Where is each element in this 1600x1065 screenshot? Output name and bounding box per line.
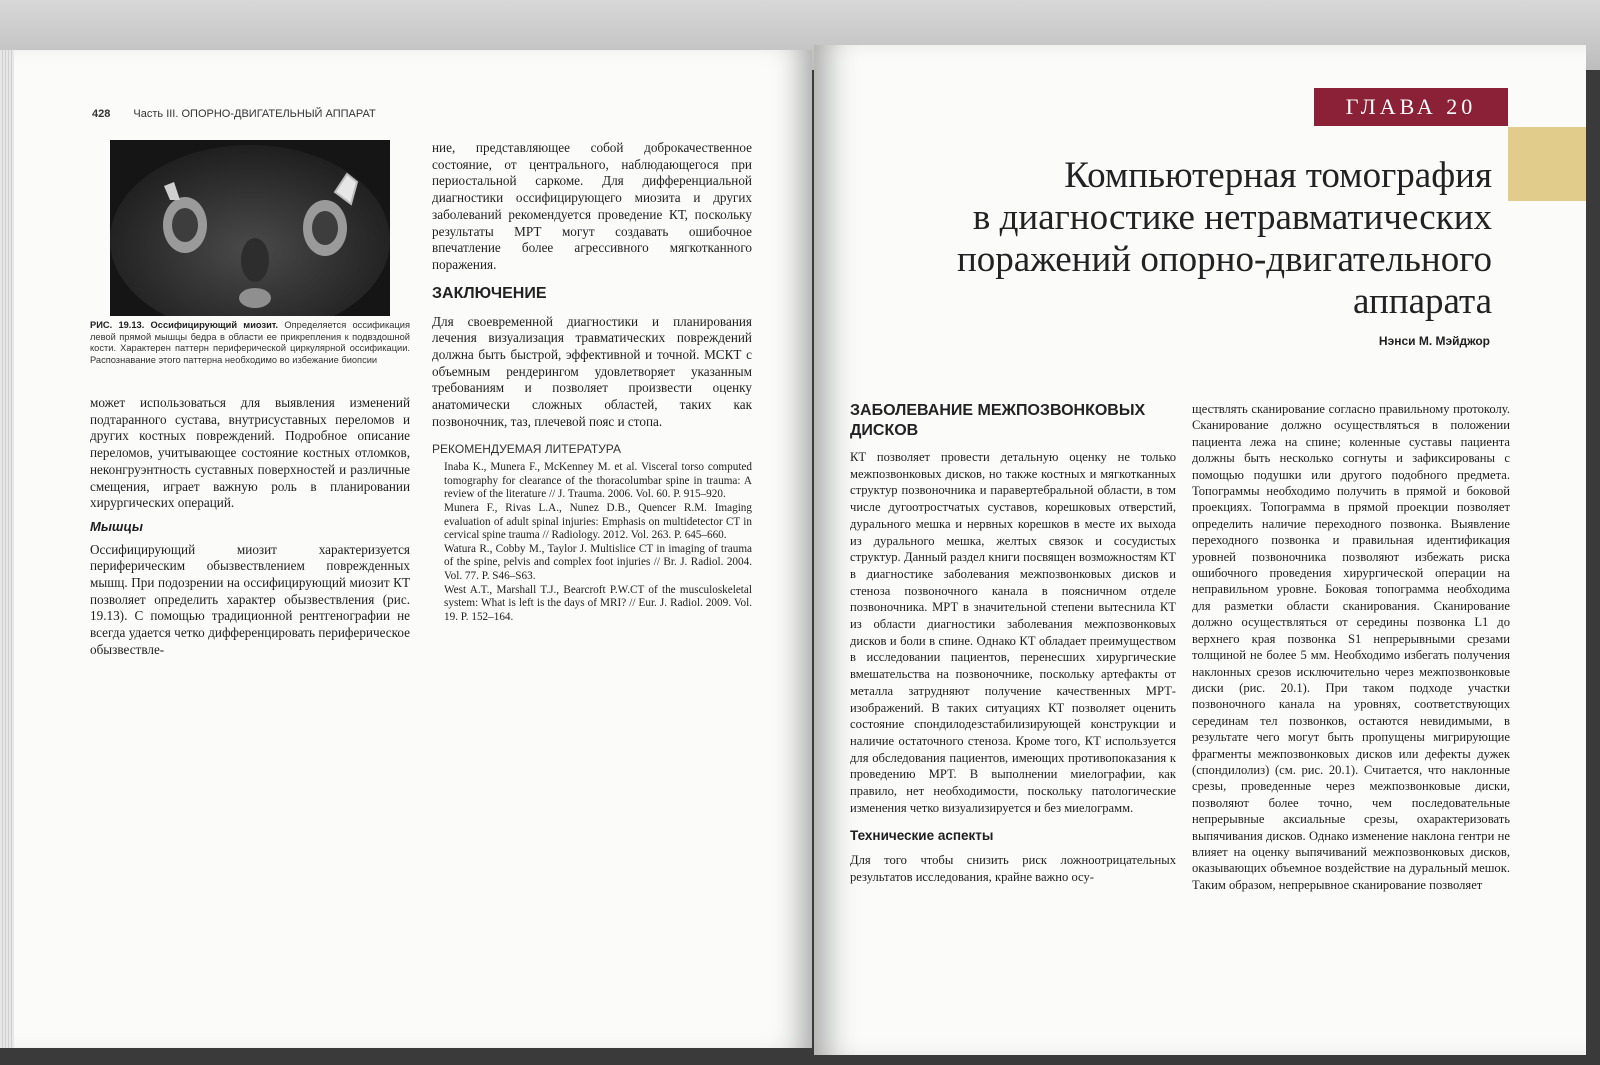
references-heading: РЕКОМЕНДУЕМАЯ ЛИТЕРАТУРА: [432, 441, 622, 456]
paragraph: КТ позволяет провести детальную оценку не только межпозвонковых дисков, но также костных и мягкотканных структур позвоночника и паравертебральной области, в том числе дугоотростчатых суставов, корешковых отверстий, дурального мешка и нервных корешков в месте их выхода из дурального мешка, желтых связок и сосудистых структур. Данный раздел книги посвящен возможностям КТ в диагностике заболевания межпозвонковых дисков и стеноза позвоночного канала в поясничном отделе позвоночника. МРТ в значительной степени вытеснила КТ из области диагностики заболевания межпозвонковых дисков и боли в спине. Однако КТ обладает преимуществом в исследовании пациентов, перенесших хирургические вмешательства на позвоночнике, поскольку артефакты от металла затрудняют получение качественных МРТ-изображений. В таких ситуациях КТ позволяет оценить состояние спондилодезстабилизирующей конструкции и наличие остаточного стеноза. Кроме того, КТ используется для обследования пациентов, имеющих противопоказания к проведению МРТ. В выполнении миелографии, как правило, нет необходимости, поскольку патологические изменения четко визуализируется и без миелограмм.: [850, 450, 1176, 815]
reference-item: Watura R., Cobby M., Taylor J. Multislice CT in imaging of trauma of the spine, pelvis and complex foot injuries // Br. J. Radiol. 2004. Vol. 77. P. S46–S63.: [444, 542, 752, 582]
ct-scan-figure: [110, 140, 390, 316]
paragraph: Оссифицирующий миозит характеризуется периферическим обызвествлением поврежденных мышц. При подозрении на оссифицирующий миозит КТ позволяет определить характер обызвествления (рис. 19.13). С помощью традиционной рентгенографии не всегда удается четко дифференцировать периферическое обызвествле-: [90, 541, 410, 657]
figure-caption-text: Определяется оссификация левой прямой мышцы бедра в области ее прикрепления к подвздошной кости. Характерен паттерн периферической циркулярной оссификации. Распознавание этого паттерна необходимо во избежание биопсии: [90, 320, 410, 365]
left-column-2: [432, 140, 752, 624]
chapter-title-line: поражений опорно-двигательного: [956, 239, 1492, 280]
paragraph: ществлять сканирование согласно правильному протоколу. Сканирование должно осуществляться в положении пациента лежа на спине; коленные суставы пациента должны быть несколько согнуты и зафиксированы с помощью подушки или другого подобного предмета. Топограммы необходимо получить в прямой и боковой проекциях. Топограмма в прямой проекции позволяет определить наличие переходного позвонка. Выявление переходного позвонка и правильная идентификация уровней позвоночника позволяют избежать риска ошибочного проведения хирургической операции на неправильном уровне. Боковая топограмма необходима для разметки области сканирования. Сканирование должно осуществляться от середины позвонка L1 до верхнего края позвонка S1 непрерывными срезами толщиной не более 5 мм. Необходимо избегать получения наклонных срезов исключительно через межпозвонковые диски (рис. 20.1). При таком подходе участки позвоночного канала на уровнях, соответствующих серединам тел позвонков, остаются невидимыми, в результате чего могут быть пропущены мигрирующие фрагменты межпозвонковых дисков или дефекты дужек (спондилолиз) (см. рис. 20.1). Считается, что наклонные срезы, проведенные через межпозвонковые диски, позволяют более точно, чем последовательные непрерывные аксиальные срезы, охарактеризовать выпячивания дисков. Однако изменение наклона гентри не влияет на оценку выпячиваний межпозвонковых дисков, оказывающих объемное воздействие на дуральный мешок. Таким образом, непрерывное сканирование позволяет: [1192, 402, 1510, 892]
section-subheading-muscles: Мышцы: [90, 518, 143, 534]
paragraph: Для того чтобы снизить риск ложноотрицательных результатов исследования, крайне важно осу-: [850, 853, 1176, 884]
chapter-title: [874, 155, 1492, 323]
figure-caption-label: РИС. 19.13. Оссифицирующий миозит.: [90, 320, 279, 330]
right-column-1: [850, 401, 1176, 886]
right-page: [814, 45, 1586, 1055]
left-page: [14, 50, 812, 1048]
chapter-title-line: Компьютерная томография: [1064, 155, 1492, 196]
section-heading-conclusion: ЗАКЛЮЧЕНИЕ: [432, 284, 547, 302]
paragraph: Для своевременной диагностики и планирования лечения визуализация травматических повреждений должна быть быстрой, эффективной и точной. МСКТ с объемным рендерингом удовлетворяет указанным требованиям и позволяет произвести оценку анатомически сложных областей, таких как позвоночник, таз, плечевой пояс и стопа.: [432, 313, 752, 429]
chapter-title-line: в диагностике нетравматических: [972, 197, 1492, 238]
reference-item: Munera F., Rivas L.A., Nunez D.B., Quencer R.M. Imaging evaluation of adult spinal injuries: Emphasis on multidetector CT in cervical spine trauma // Radiology. 2012. Vol. 263. P. 645–660.: [444, 502, 752, 542]
figure-caption: [90, 320, 410, 366]
subheading-technical-aspects: Технические аспекты: [850, 828, 994, 844]
page-number: 428: [92, 108, 111, 120]
chapter-title-line: аппарата: [1353, 281, 1492, 322]
paragraph: может использоваться для выявления изменений подтаранного сустава, внутрисуставных переломов и других костных повреждений. Подробное описание переломов, учитывающее состояние костных отломков, неконгруэнтность суставных поверхностей и различные смещения, играет важную роль в планировании хирургических операций.: [90, 395, 410, 511]
reference-item: West A.T., Marshall T.J., Bearcroft P.W.CT of the musculoskeletal system: What is left is the days of MRI? // Eur. J. Radiol. 2009. Vol. 19. P. 152–164.: [444, 583, 752, 623]
left-column-1: [90, 395, 410, 659]
ct-image: [110, 140, 390, 316]
running-head-title: Часть III. ОПОРНО-ДВИГАТЕЛЬНЫЙ АППАРАТ: [133, 108, 376, 120]
chapter-label: ГЛАВА 20: [1314, 88, 1508, 126]
paragraph: ние, представляющее собой доброкачественное состояние, от центрального, наблюдающегося при периостальной саркоме. Для дифференциальной диагностики оссифицирующего миозита и других заболеваний рекомендуется проведение КТ, поскольку результаты МРТ могут создавать ошибочное впечатление более агрессивного мягкотканного поражения.: [432, 140, 752, 272]
right-column-2: [1192, 401, 1510, 893]
reference-item: Inaba K., Munera F., McKenney M. et al. Visceral torso computed tomography for clearance of the thoracolumbar spine in trauma: A review of the literature // J. Trauma. 2006. Vol. 60. P. 915–920.: [444, 461, 752, 501]
references-list: [432, 461, 752, 624]
chapter-author: Нэнси М. Мэйджор: [1378, 334, 1490, 348]
section-heading-disc-disease: ЗАБОЛЕВАНИЕ МЕЖПОЗВОНКОВЫХ ДИСКОВ: [850, 402, 1146, 439]
chapter-color-tab: [1508, 127, 1586, 201]
running-head: [92, 108, 376, 120]
